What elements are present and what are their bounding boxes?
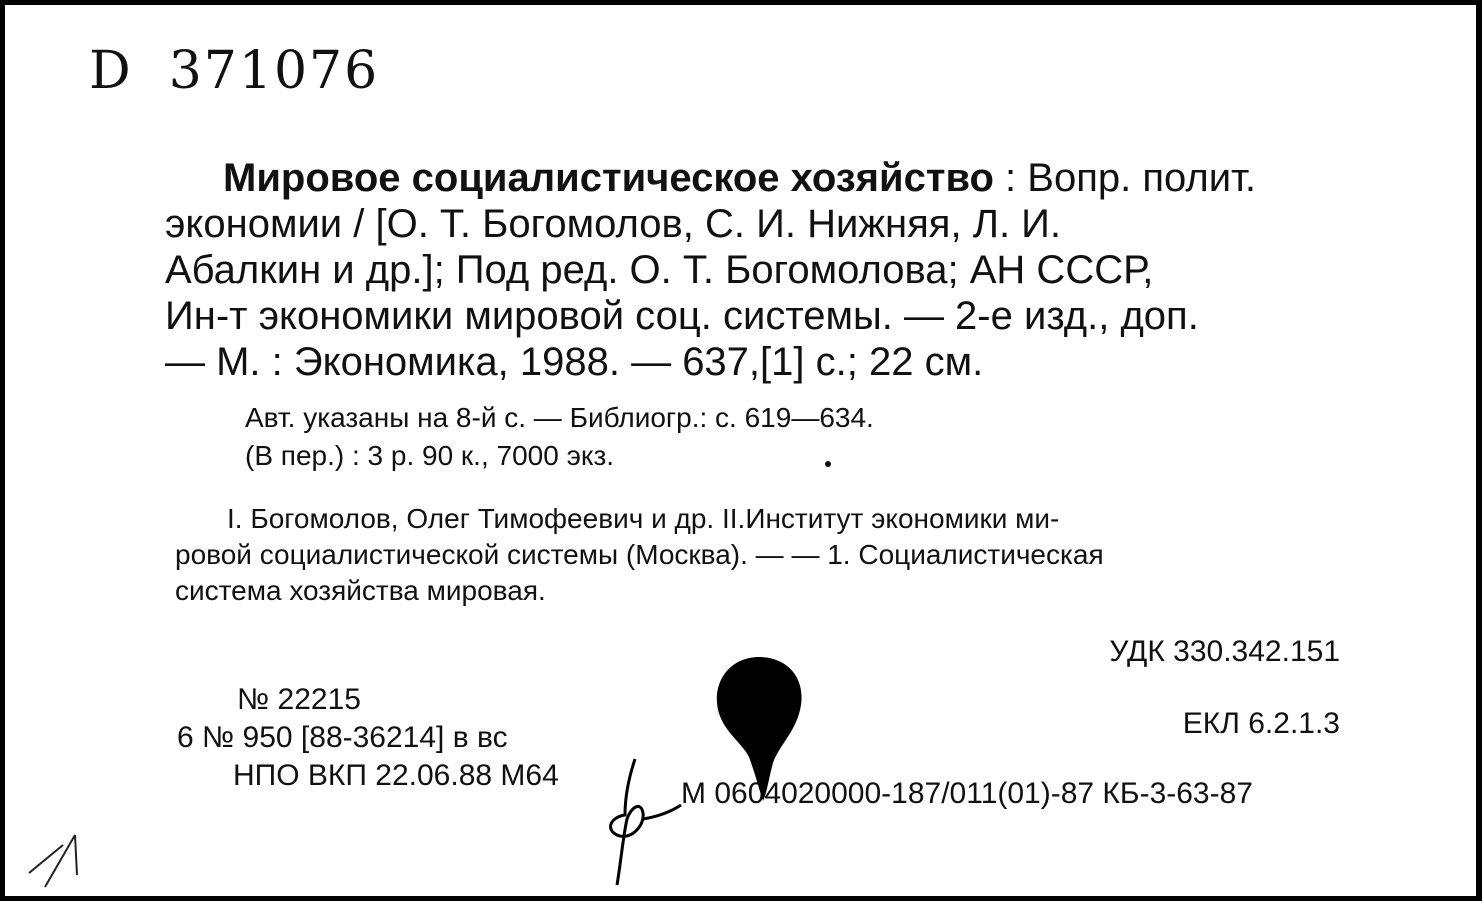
publication-code: М 0604020000-187/011(01)-87 КБ-3-63-87 <box>681 777 1253 810</box>
entry-subtitle: : Вопр. полит. <box>993 156 1257 200</box>
call-number-letter: D <box>89 41 133 101</box>
tracing-line-2: ровой социалистической системы (Москва). — — 1. Социалистическая <box>175 539 1104 570</box>
notes-line-1: Авт. указаны на 8-й с. — Библиогр.: с. 619—634. <box>245 402 874 433</box>
order-line-1: № 22215 <box>237 683 361 716</box>
tracing-line-3: система хозяйства мировая. <box>175 575 546 606</box>
order-line-2: 6 № 950 [88-36214] в вс <box>177 721 508 754</box>
catalog-card <box>4 4 1477 897</box>
entry-line-1 <box>165 155 1345 201</box>
ink-dot <box>825 461 831 467</box>
ekl-code: ЕКЛ 6.2.1.3 <box>1182 707 1340 740</box>
call-number-value: 371076 <box>168 41 380 101</box>
handwritten-squiggle-icon <box>595 757 685 887</box>
tracing-line-1: I. Богомолов, Олег Тимофеевич и др. II.Институт экономики ми- <box>227 503 1060 534</box>
entry-title: Мировое социалистическое хозяйство <box>223 156 994 200</box>
call-number <box>89 41 379 101</box>
entry-line-5: — М. : Экономика, 1988. — 637,[1] с.; 22 см. <box>165 340 984 384</box>
notes-line-2: (В пер.) : 3 р. 90 к., 7000 экз. <box>245 440 615 471</box>
main-entry <box>165 155 1345 385</box>
order-line-3: НПО ВКП 22.06.88 М64 <box>233 759 559 792</box>
udk-code: УДК 330.342.151 <box>1109 635 1340 668</box>
entry-line-4: Ин-т экономики мировой соц. системы. — 2-е изд., доп. <box>165 294 1199 338</box>
entry-line-3: Абалкин и др.]; Под ред. О. Т. Богомолова; АН СССР, <box>165 248 1154 292</box>
entry-line-2: экономии / [О. Т. Богомолов, С. И. Нижняя, Л. И. <box>165 202 1062 246</box>
ink-blot-icon <box>709 653 809 803</box>
order-block <box>177 681 559 795</box>
pencil-mark-icon <box>25 825 95 895</box>
tracings <box>175 501 1343 609</box>
notes <box>245 399 874 475</box>
